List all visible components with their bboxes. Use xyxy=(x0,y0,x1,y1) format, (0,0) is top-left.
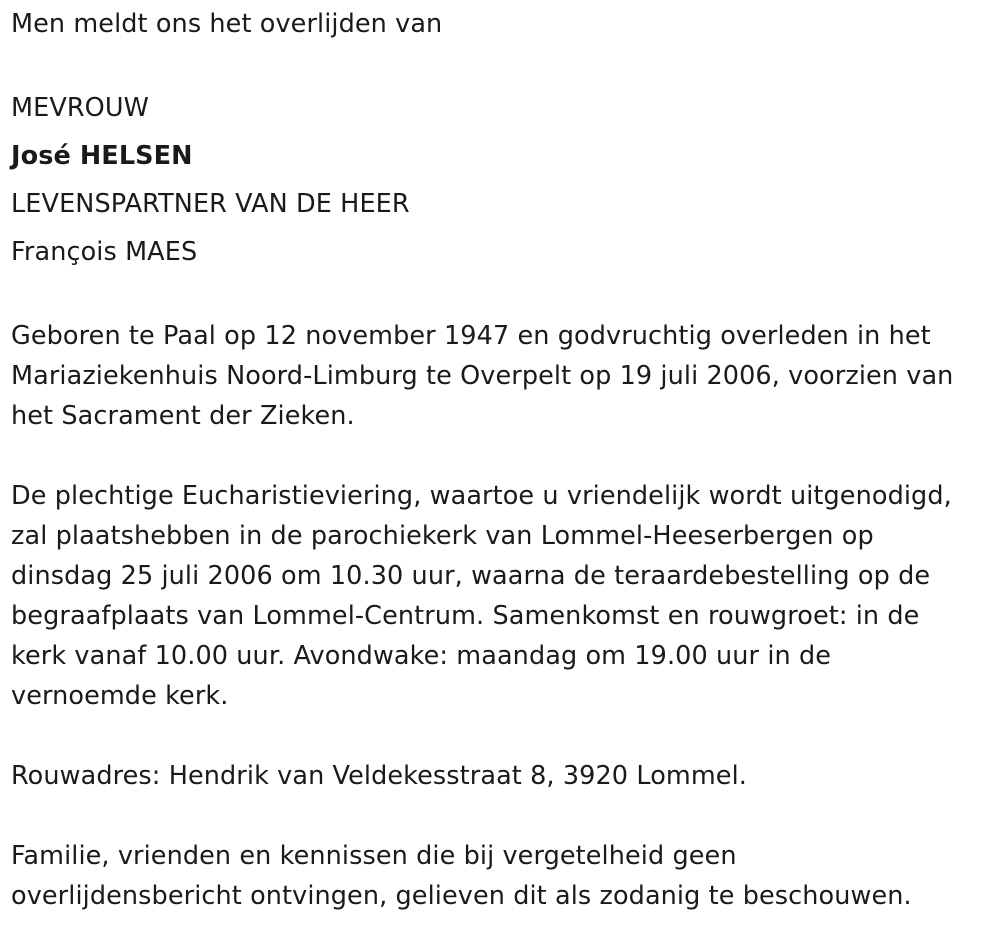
ceremony-paragraph xyxy=(11,476,991,716)
paragraph-line: vernoemde kerk. xyxy=(11,681,229,711)
death-notice xyxy=(11,4,991,916)
relation-text: LEVENSPARTNER VAN DE HEER xyxy=(11,189,410,219)
paragraph-line: begraafplaats van Lommel-Centrum. Samenkomst en rouwgroet: in de xyxy=(11,601,920,631)
paragraph-line: Mariaziekenhuis Noord-Limburg te Overpelt op 19 juli 2006, voorzien van xyxy=(11,361,954,391)
paragraph-line: De plechtige Eucharistieviering, waartoe u vriendelijk wordt uitgenodigd, xyxy=(11,481,952,511)
paragraph-line: kerk vanaf 10.00 uur. Avondwake: maandag om 19.00 uur in de xyxy=(11,641,832,671)
intro-text xyxy=(11,4,991,44)
mourning-address: Rouwadres: Hendrik van Veldekesstraat 8, 3920 Lommel. xyxy=(11,761,747,791)
paragraph-line: Familie, vrienden en kennissen die bij vergetelheid geen xyxy=(11,841,737,871)
paragraph-line: Geboren te Paal op 12 november 1947 en godvruchtig overleden in het xyxy=(11,321,931,351)
spacer xyxy=(11,796,991,836)
intro-line: Men meldt ons het overlijden van xyxy=(11,9,443,39)
paragraph-line: zal plaatshebben in de parochiekerk van Lommel-Heeserbergen op xyxy=(11,521,874,551)
deceased-name: José HELSEN xyxy=(11,141,193,171)
spacer xyxy=(11,276,991,316)
spacer xyxy=(11,44,991,84)
birth-paragraph xyxy=(11,316,991,436)
address-paragraph xyxy=(11,756,991,796)
paragraph-line: dinsdag 25 juli 2006 om 10.30 uur, waarna de teraardebestelling op de xyxy=(11,561,931,591)
spacer xyxy=(11,716,991,756)
closing-paragraph xyxy=(11,836,991,916)
honorific: MEVROUW xyxy=(11,93,149,123)
spacer xyxy=(11,436,991,476)
paragraph-line: het Sacrament der Zieken. xyxy=(11,401,355,431)
deceased-heading xyxy=(11,84,991,276)
paragraph-line: overlijdensbericht ontvingen, gelieven dit als zodanig te beschouwen. xyxy=(11,881,912,911)
partner-name: François MAES xyxy=(11,237,198,267)
